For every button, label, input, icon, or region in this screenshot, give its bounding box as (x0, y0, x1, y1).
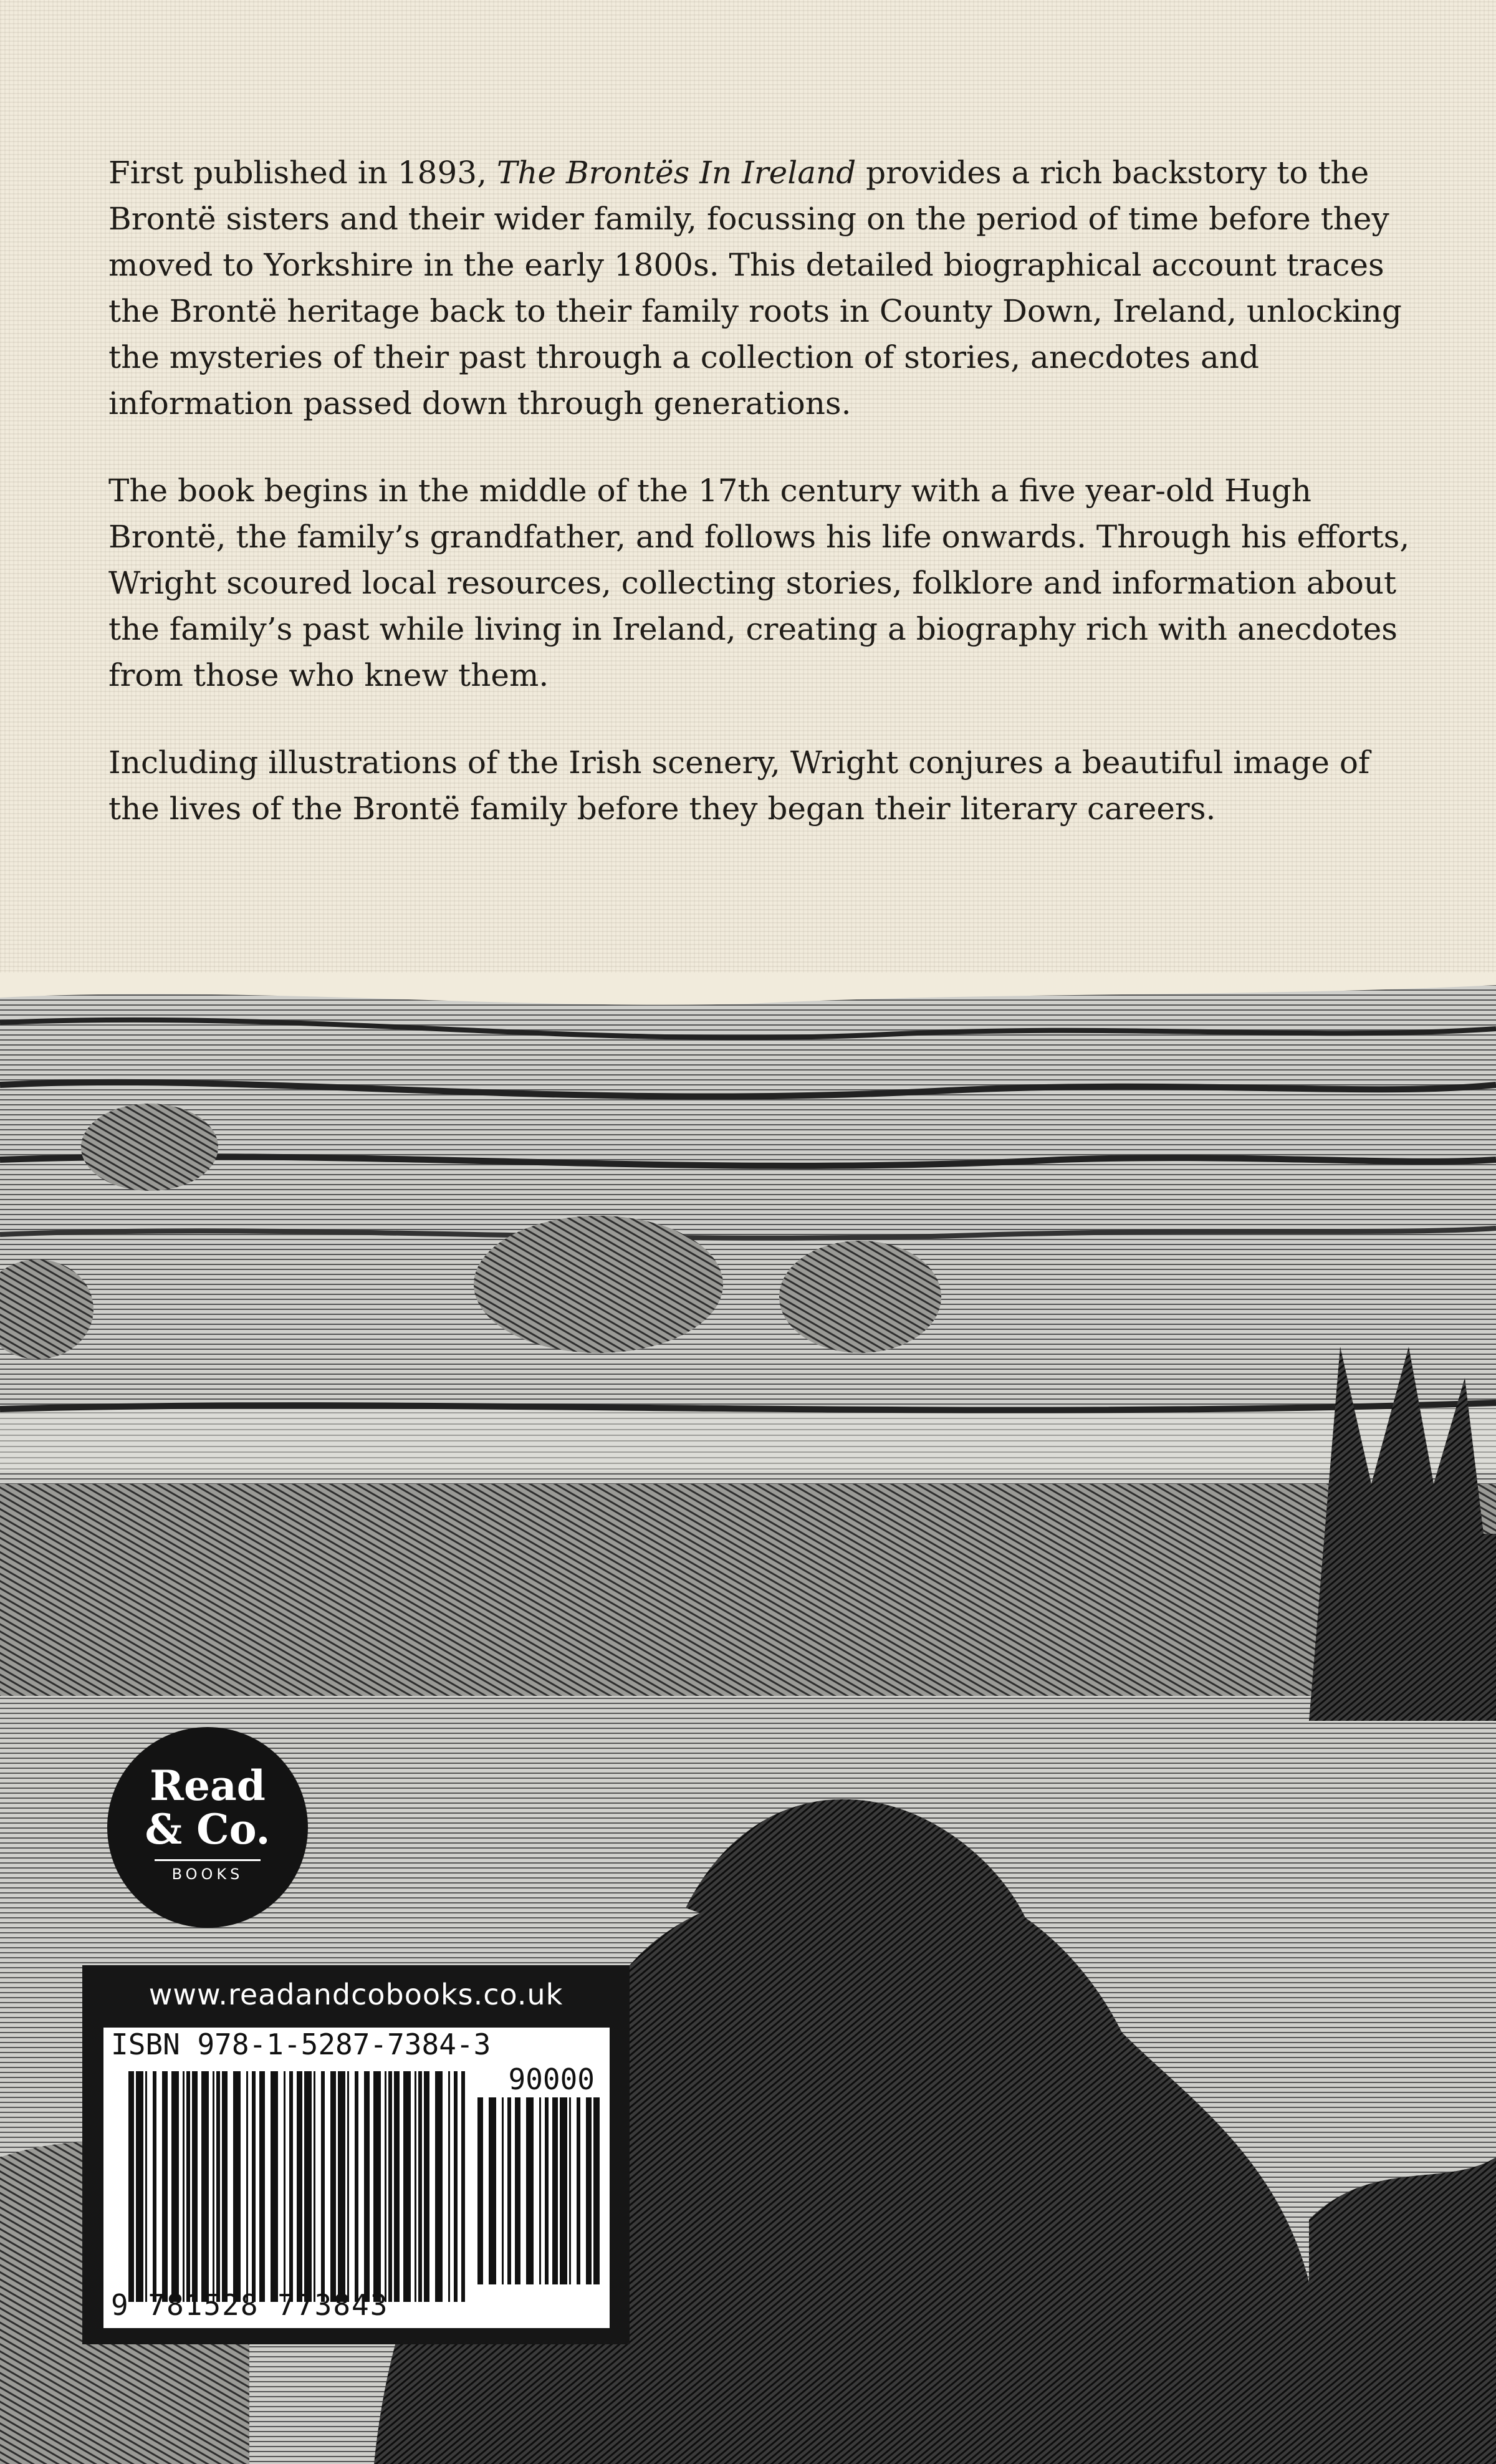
barcode-bar (526, 2097, 534, 2284)
publisher-logo (107, 1727, 308, 1928)
logo-line-1: Read (150, 1761, 266, 1810)
isbn-text: ISBN 978-1-5287-7384-3 (111, 2028, 491, 2061)
barcode-bar (435, 2071, 443, 2302)
barcode-bar (314, 2071, 315, 2302)
barcode-bar (515, 2097, 520, 2284)
barcode-bar (233, 2071, 241, 2302)
barcode-bar (502, 2097, 504, 2284)
logo-line-2: & Co. (145, 1805, 271, 1854)
barcode-bar (552, 2097, 558, 2284)
barcode-bar (330, 2071, 336, 2302)
barcode-bar (489, 2097, 496, 2284)
barcode-bar (216, 2071, 220, 2302)
blurb-paragraph-1: First published in 1893, The Brontës In Ireland provides a rich backstory to the Brontë sisters and their wider family, focussing on the period of time before they moved to Yorkshire in the early 1800s. This detailed biographical account traces the Brontë heritage back to their family roots in County Down, Ireland, unlocking the mysteries of their past through a collection of stories, anecdotes and information passed down through generations. (108, 155, 1402, 421)
price-code: 90000 (508, 2062, 595, 2096)
publisher-url: www.readandcobooks.co.uk (148, 1978, 563, 2011)
barcode-bar (271, 2071, 278, 2302)
back-cover-blurb (108, 150, 1411, 873)
book-title: The Brontës In Ireland (496, 155, 856, 191)
barcode-bar (145, 2071, 147, 2302)
barcode-bar (539, 2097, 541, 2284)
barcode-bar (385, 2071, 386, 2302)
barcode-digits: 9 781528 773843 (111, 2288, 389, 2322)
barcode-bar (586, 2097, 592, 2284)
barcode-bar (338, 2071, 345, 2302)
barcode-bar (259, 2071, 265, 2302)
barcode-bars (128, 2071, 465, 2302)
barcode-bar (171, 2071, 179, 2302)
barcode-bar (448, 2071, 450, 2302)
barcode-bar (394, 2071, 400, 2302)
barcode-bar (252, 2071, 256, 2302)
barcode-bar (403, 2071, 411, 2302)
barcode-addon-bars (477, 2097, 600, 2284)
logo-divider (155, 1859, 261, 1861)
barcode-bar (418, 2071, 422, 2302)
barcode-bar (388, 2071, 392, 2302)
barcode-bar (577, 2097, 580, 2284)
barcode-bar (364, 2071, 370, 2302)
barcode-bar (136, 2071, 143, 2302)
barcode-bar (560, 2097, 567, 2284)
barcode-bar (507, 2097, 511, 2284)
barcode-bar (183, 2071, 185, 2302)
barcode-panel (82, 1965, 630, 2344)
logo-line-3: BOOKS (171, 1865, 244, 1883)
barcode-bar (461, 2071, 465, 2302)
barcode-bar (321, 2071, 325, 2302)
barcode-bar (373, 2071, 381, 2302)
barcode-bar (289, 2071, 293, 2302)
barcode-bar (284, 2071, 285, 2302)
barcode-bar (186, 2071, 190, 2302)
barcode-bar (297, 2071, 302, 2302)
barcode-bar (192, 2071, 198, 2302)
barcode-bar (415, 2071, 416, 2302)
barcode-bar (454, 2071, 458, 2302)
barcode-bar (477, 2097, 483, 2284)
barcode-bar (355, 2071, 358, 2302)
barcode-bar (424, 2071, 429, 2302)
barcode-bar (222, 2071, 228, 2302)
barcode-bar (304, 2071, 312, 2302)
barcode-bar (246, 2071, 248, 2302)
barcode-bar (569, 2097, 571, 2284)
barcode-bar (162, 2071, 168, 2302)
barcode-bar (347, 2071, 349, 2302)
barcode-bar (201, 2071, 209, 2302)
barcode-bar (213, 2071, 214, 2302)
barcode-bar (153, 2071, 156, 2302)
blurb-paragraph-2: The book begins in the middle of the 17th century with a five year-old Hugh Brontë, the family’s grandfather, and follows his life onwards. Through his efforts, Wright scoured local resources, collecting stories, folklore and information about the family’s past while living in Ireland, creating a biography rich with anecdotes from those who knew them. (108, 473, 1410, 693)
blurb-paragraph-3: Including illustrations of the Irish scenery, Wright conjures a beautiful image of the lives of the Brontë family before they began their literary careers. (108, 744, 1370, 827)
barcode-area (103, 2028, 610, 2328)
barcode-bar (593, 2097, 600, 2284)
barcode-bar (128, 2071, 134, 2302)
barcode-bar (545, 2097, 549, 2284)
